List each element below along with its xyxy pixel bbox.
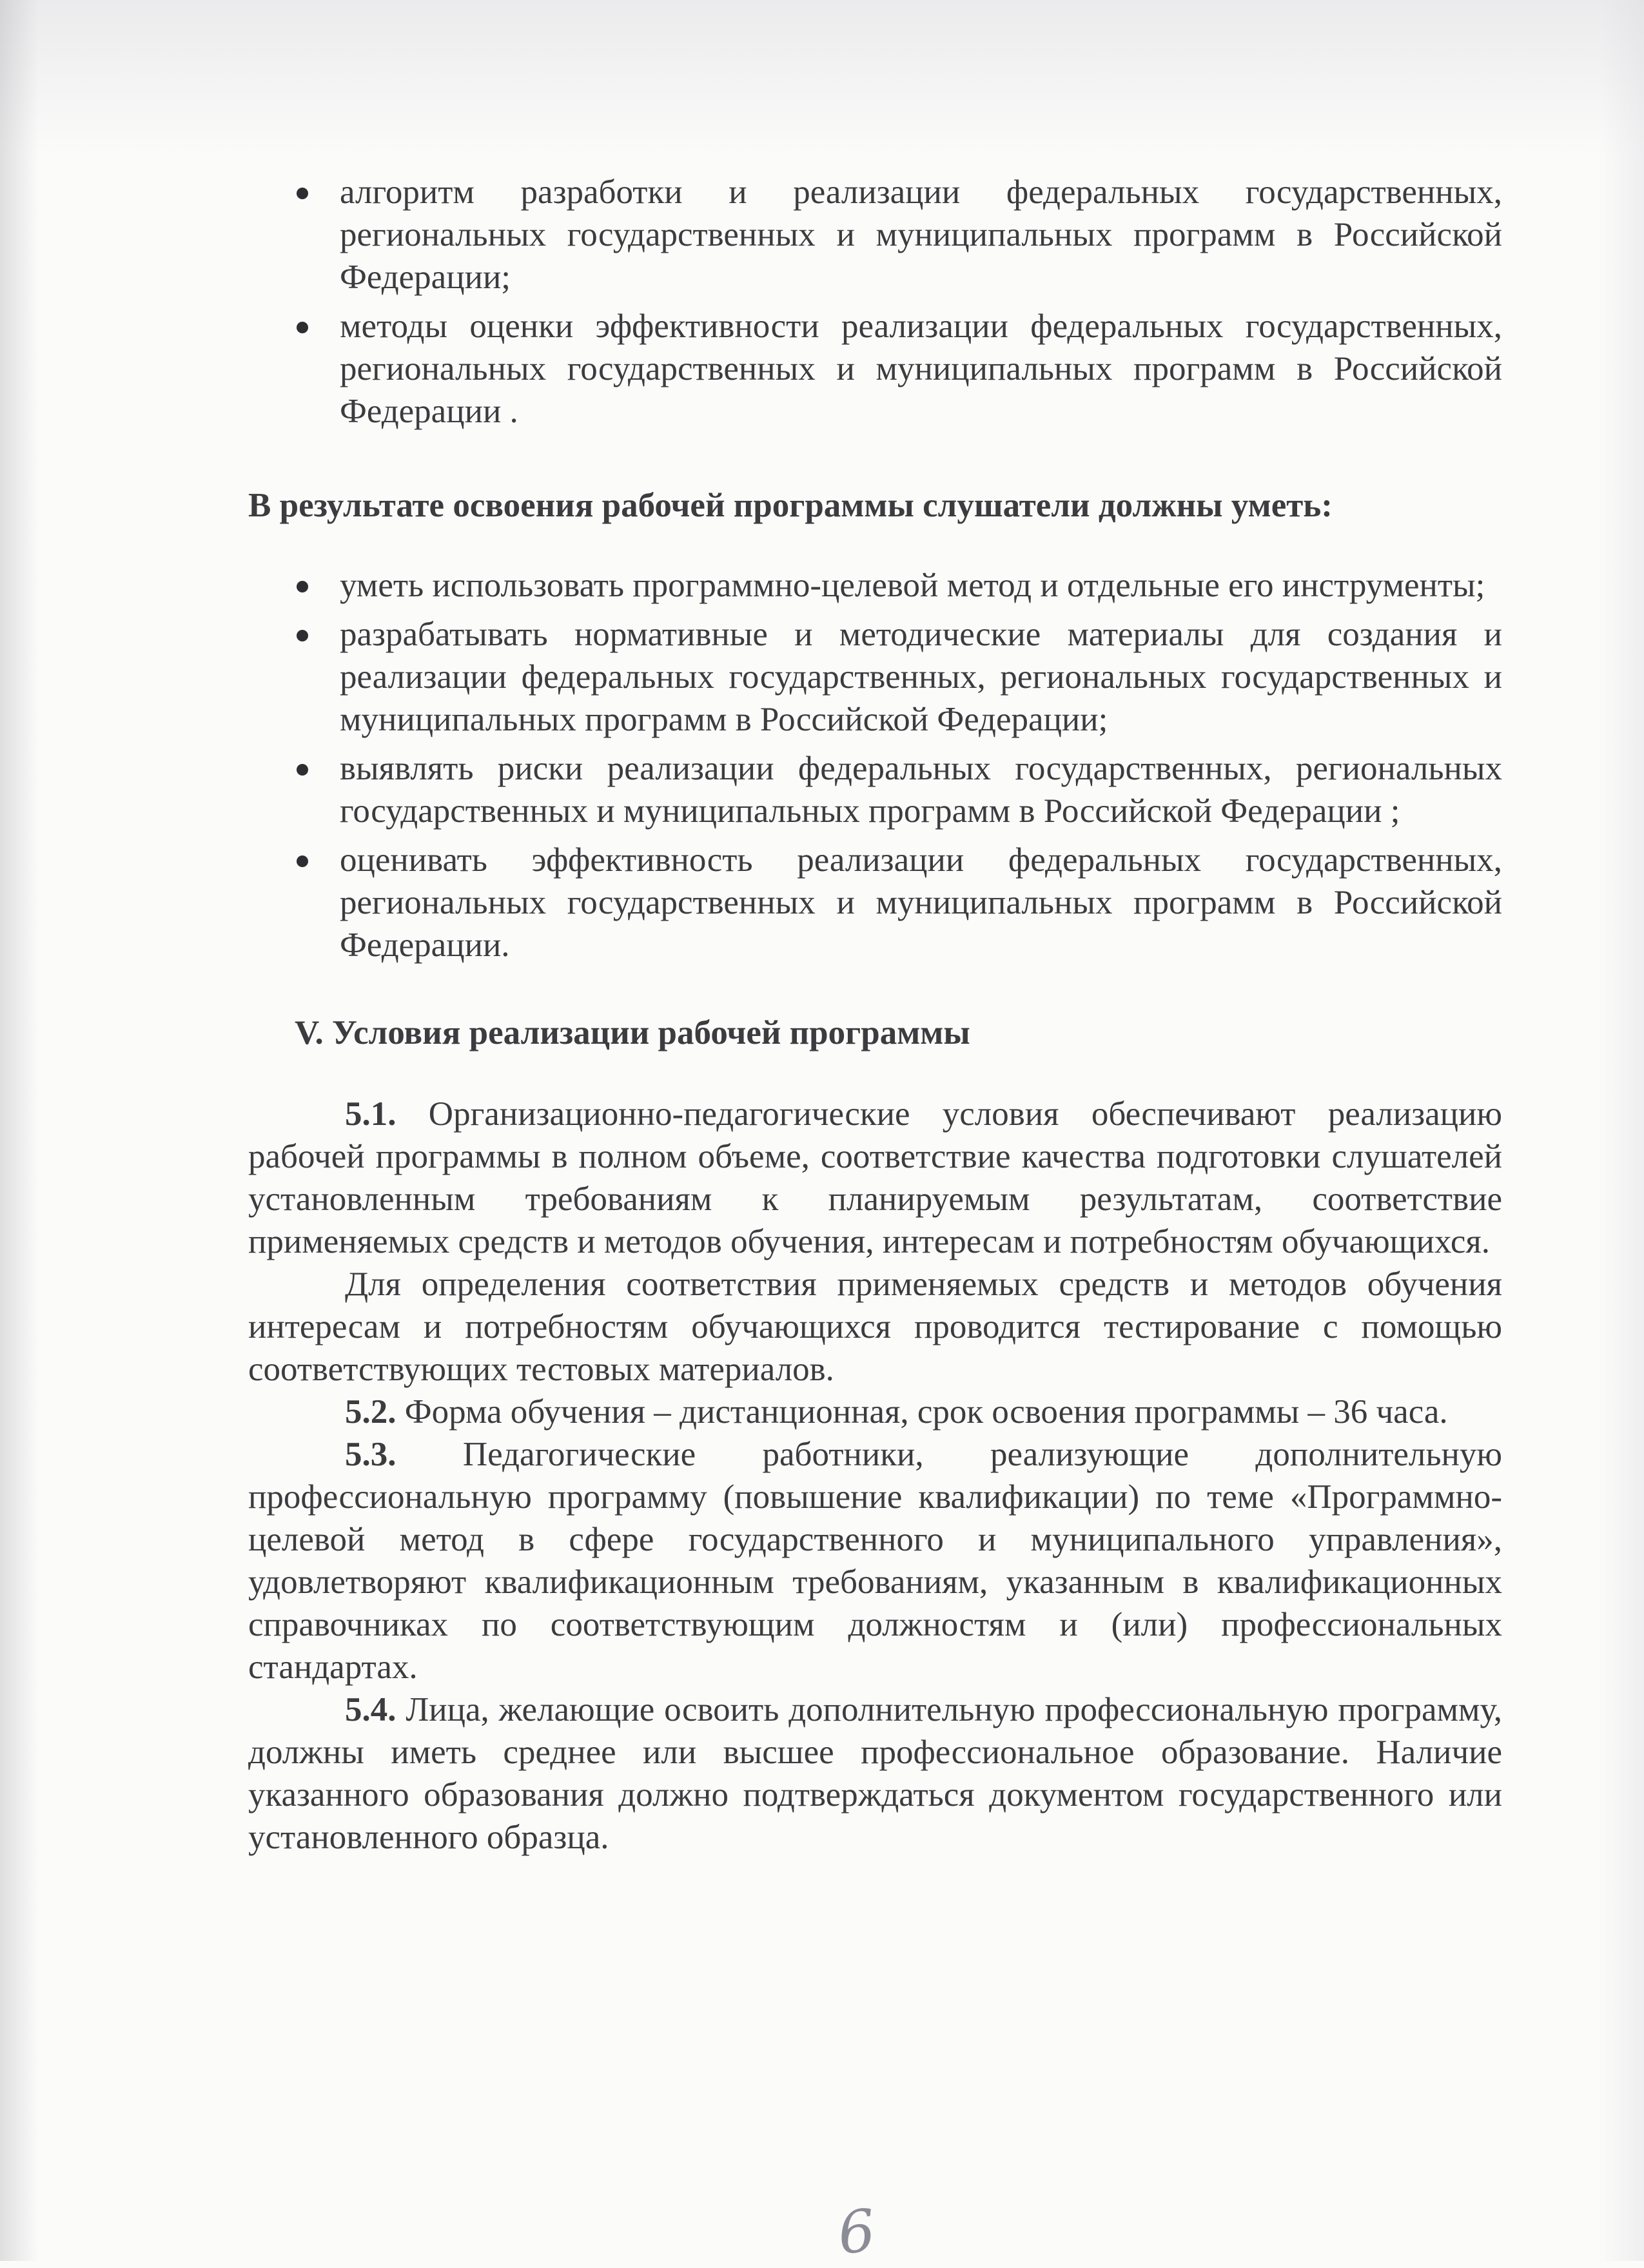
bullet-icon [297, 630, 308, 641]
paragraph-text: Для определения соответствия применяемых средств и методов обучения интересам и потребностям обучающихся проводится тестирование с помощью соответствующих тестовых материалов. [248, 1266, 1502, 1388]
bullet-icon [297, 322, 308, 333]
paragraph-5-1-continued [248, 1263, 1502, 1391]
knowledge-list [248, 171, 1502, 433]
scan-shadow-top [0, 0, 1644, 155]
paragraph-text: Организационно-педагогические условия обеспечивают реализацию рабочей программы в полном объеме, соответствие качества подготовки слушателей установленным требованиям к планируемым результатам, соответствие применяемых средств и методов обучения, интересам и потребностям обучающихся. [248, 1095, 1502, 1260]
list-item-text: алгоритм разработки и реализации федеральных государственных, региональных государственных и муниципальных программ в Российской Федерации; [340, 173, 1502, 296]
clause-number: 5.2. [345, 1393, 396, 1431]
clause-number: 5.1. [345, 1095, 396, 1133]
list-item [248, 839, 1502, 966]
clause-number: 5.4. [345, 1691, 396, 1728]
bullet-icon [297, 581, 308, 592]
list-item-text: методы оценки эффективности реализации федеральных государственных, региональных государственных и муниципальных программ в Российской Федерации . [340, 308, 1502, 430]
page-number: 6 [834, 2196, 879, 2268]
bullet-icon [297, 188, 308, 199]
results-heading: В результате освоения рабочей программы слушатели должны уметь: [248, 487, 1333, 524]
paragraph-5-1 [248, 1093, 1502, 1263]
scan-shadow-left [0, 0, 39, 2261]
paragraph-5-2 [248, 1391, 1502, 1433]
bullet-icon [297, 855, 308, 867]
clause-number: 5.3. [345, 1436, 396, 1473]
list-item-text: оценивать эффективность реализации федеральных государственных, региональных государственных и муниципальных программ в Российской Федерации. [340, 841, 1502, 964]
list-item [248, 564, 1502, 607]
paragraph-5-4 [248, 1688, 1502, 1859]
scan-shadow-right [1599, 0, 1644, 2261]
paragraph-5-3 [248, 1433, 1502, 1688]
chapter-heading: V. Условия реализации рабочей программы [295, 1014, 970, 1051]
list-item [248, 305, 1502, 433]
list-item-text: выявлять риски реализации федеральных государственных, региональных государственных и муниципальных программ в Российской Федерации ; [340, 750, 1502, 830]
list-item [248, 613, 1502, 741]
paragraph-text: Форма обучения – дистанционная, срок освоения программы – 36 часа. [396, 1393, 1448, 1431]
list-item-text: разрабатывать нормативные и методические материалы для создания и реализации федеральных государственных, региональных государственных и муниципальных программ в Российской Федерации; [340, 616, 1502, 738]
skills-list [248, 564, 1502, 966]
paragraph-text: Лица, желающие освоить дополнительную профессиональную программу, должны иметь среднее или высшее профессиональное образование. Наличие указанного образования должно подтверждаться документом государственного или установленного образца. [248, 1691, 1502, 1856]
list-item [248, 171, 1502, 298]
list-item-text: уметь использовать программно-целевой метод и отдельные его инструменты; [340, 567, 1485, 604]
document-page [248, 171, 1502, 1859]
bullet-icon [297, 764, 308, 776]
paragraph-text: Педагогические работники, реализующие дополнительную профессиональную программу (повышение квалификации) по теме «Программно-целевой метод в сфере государственного и муниципального управления», удовлетворяют квалификационным требованиям, указанным в квалификационных справочниках по соответствующим должностям и (или) профессиональных стандартах. [248, 1436, 1502, 1686]
list-item [248, 747, 1502, 832]
